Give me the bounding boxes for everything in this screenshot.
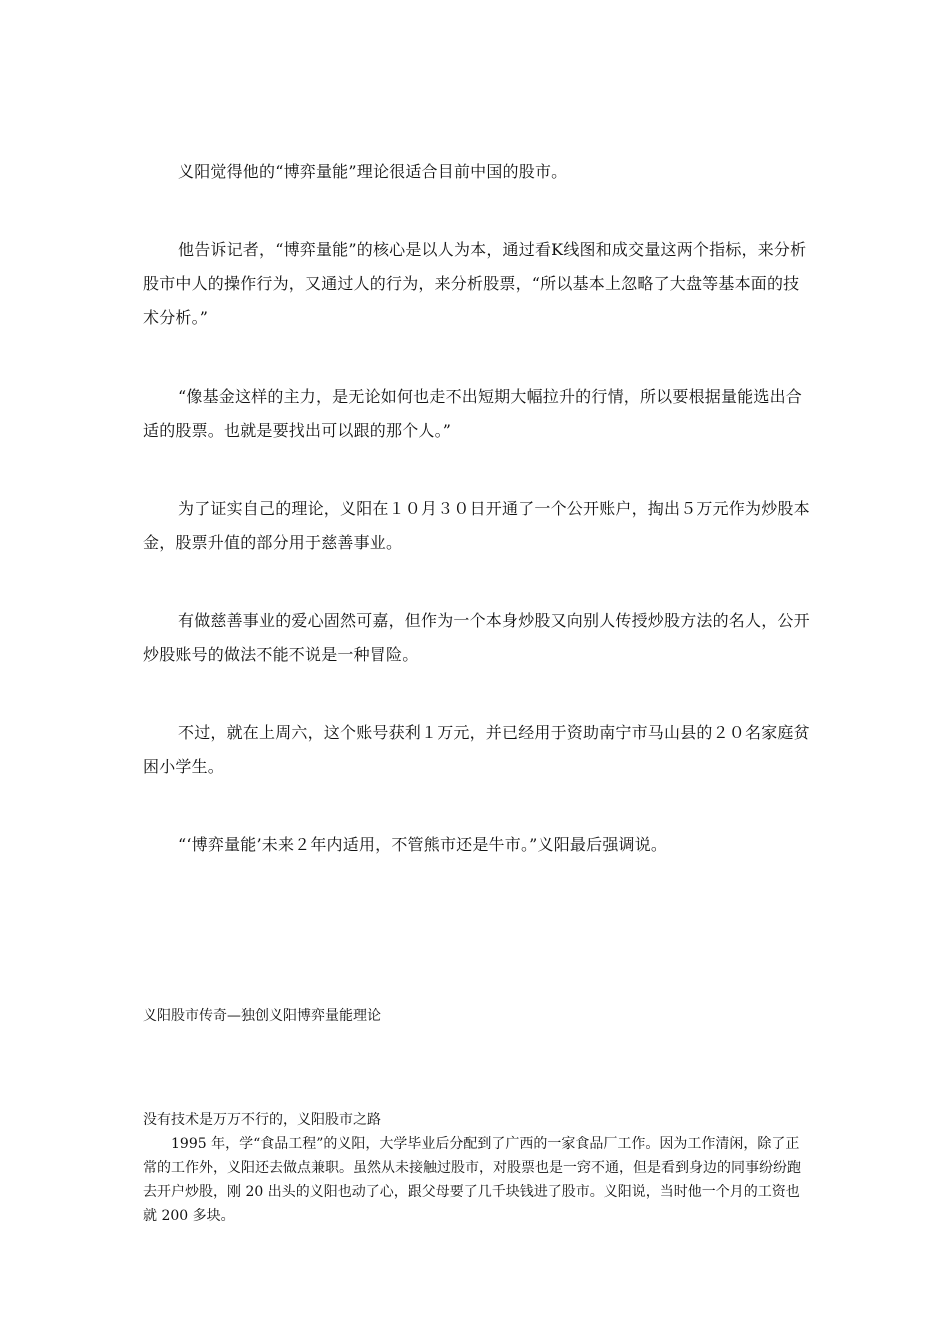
paragraph: 有做慈善事业的爱心固然可嘉，但作为一个本身炒股又向别人传授炒股方法的名人，公开炒股账号的做法不能不说是一种冒险。 — [143, 611, 810, 664]
closing-paragraph: 1995 年，学“食品工程”的义阳，大学毕业后分配到了广西的一家食品厂工作。因为工作清闲，除了正常的工作外，义阳还去做点兼职。虽然从未接触过股市，对股票也是一窍不通，但是看到身边的同事纷纷跑去开户炒股，刚 20 出头的义阳也动了心，跟父母要了几千块钱进了股市。义阳说，当时他一个月的工资也就 200 多块。 — [143, 1136, 801, 1224]
paragraph: 为了证实自己的理论，义阳在１０月３０日开通了一个公开账户，掏出５万元作为炒股本金，股票升值的部分用于慈善事业。 — [143, 499, 810, 552]
paragraph: 他告诉记者，“博弈量能”的核心是以人为本，通过看K线图和成交量这两个指标，来分析股市中人的操作行为，又通过人的行为，来分析股票，“所以基本上忽略了大盘等基本面的技术分析。” — [143, 240, 807, 327]
paragraph: 不过，就在上周六，这个账号获利１万元，并已经用于资助南宁市马山县的２０名家庭贫困小学生。 — [143, 723, 810, 776]
paragraph: “‘博弈量能’未来２年内适用，不管熊市还是牛市。”义阳最后强调说。 — [178, 835, 668, 854]
section-title: 义阳股市传奇—独创义阳博弈量能理论 — [143, 1008, 381, 1024]
paragraph: 义阳觉得他的“博弈量能”理论很适合目前中国的股市。 — [178, 162, 568, 181]
subheading: 没有技术是万万不行的，义阳股市之路 — [143, 1112, 381, 1128]
paragraph: “像基金这样的主力，是无论如何也走不出短期大幅拉升的行情，所以要根据量能选出合适的股票。也就是要找出可以跟的那个人。” — [143, 387, 802, 440]
